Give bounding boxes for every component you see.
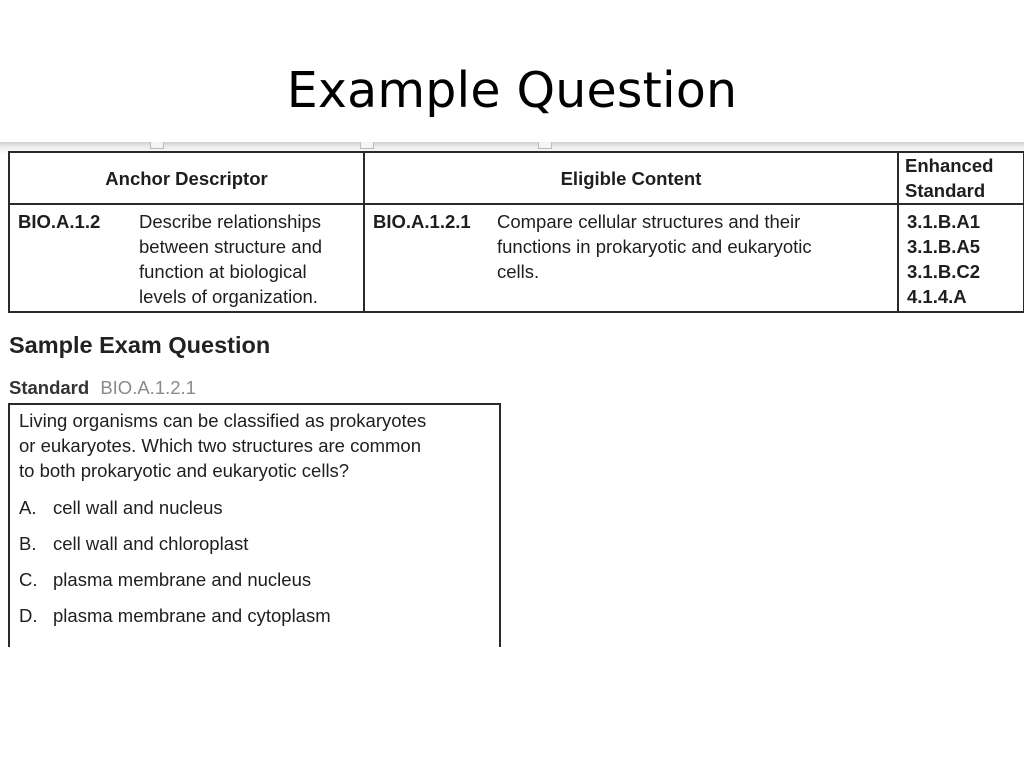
- answer-option-a: [19, 495, 489, 531]
- anchor-description: [139, 209, 357, 309]
- standard-label: Standard: [9, 377, 90, 398]
- anchor-table-row: [9, 204, 1024, 312]
- option-text: plasma membrane and cytoplasm: [53, 605, 331, 626]
- screenshot-edge-tab: [150, 142, 164, 149]
- standard-code: 3.1.B.C2: [907, 261, 981, 282]
- answer-option-c: [19, 567, 489, 603]
- eligible-description-line: Compare cellular structures and their: [497, 211, 801, 232]
- option-letter: C.: [19, 569, 38, 590]
- embedded-document-screenshot: [0, 142, 1024, 647]
- header-enhanced-line1: Enhanced: [905, 155, 994, 176]
- anchor-description-line: function at biological: [139, 261, 307, 282]
- eligible-description: [497, 209, 891, 284]
- slide-title: Example Question: [286, 62, 738, 119]
- screenshot-edge-tab: [360, 142, 374, 149]
- option-letter: D.: [19, 605, 38, 626]
- answer-option-d: [19, 603, 489, 639]
- header-enhanced-standard: [898, 152, 1024, 204]
- eligible-content-cell: [364, 204, 898, 312]
- eligible-description-line: cells.: [497, 261, 540, 282]
- option-letter: B.: [19, 533, 37, 554]
- eligible-description-line: functions in prokaryotic and eukaryotic: [497, 236, 812, 257]
- header-enhanced-line2: Standard: [905, 180, 986, 201]
- anchor-table: [8, 151, 1024, 313]
- eligible-code: BIO.A.1.2.1: [373, 211, 471, 232]
- question-line: or eukaryotes. Which two structures are common: [19, 435, 422, 456]
- option-letter: A.: [19, 497, 37, 518]
- standard-code: 3.1.B.A1: [907, 211, 981, 232]
- anchor-code: BIO.A.1.2: [18, 211, 101, 232]
- standard-code: 3.1.B.A5: [907, 236, 981, 257]
- anchor-description-line: levels of organization.: [139, 286, 318, 307]
- anchor-descriptor-cell: [9, 204, 364, 312]
- sample-exam-heading: Sample Exam Question: [9, 332, 271, 358]
- standard-code: 4.1.4.A: [907, 286, 967, 307]
- screenshot-edge-tab: [538, 142, 552, 149]
- answer-option-b: [19, 531, 489, 567]
- header-eligible-content: Eligible Content: [364, 152, 898, 204]
- question-line: Living organisms can be classified as prokaryotes: [19, 410, 427, 431]
- question-box: [8, 403, 501, 647]
- option-text: plasma membrane and nucleus: [53, 569, 312, 590]
- enhanced-standard-cell: [898, 204, 1024, 312]
- standard-line: [9, 377, 196, 399]
- standard-code-value: BIO.A.1.2.1: [100, 377, 196, 398]
- header-anchor-descriptor: Anchor Descriptor: [9, 152, 364, 204]
- option-text: cell wall and nucleus: [53, 497, 223, 518]
- anchor-description-line: between structure and: [139, 236, 323, 257]
- option-text: cell wall and chloroplast: [53, 533, 249, 554]
- anchor-table-header-row: [9, 152, 1024, 204]
- anchor-description-line: Describe relationships: [139, 211, 322, 232]
- question-line: to both prokaryotic and eukaryotic cells?: [19, 460, 350, 481]
- question-stem: [19, 408, 489, 483]
